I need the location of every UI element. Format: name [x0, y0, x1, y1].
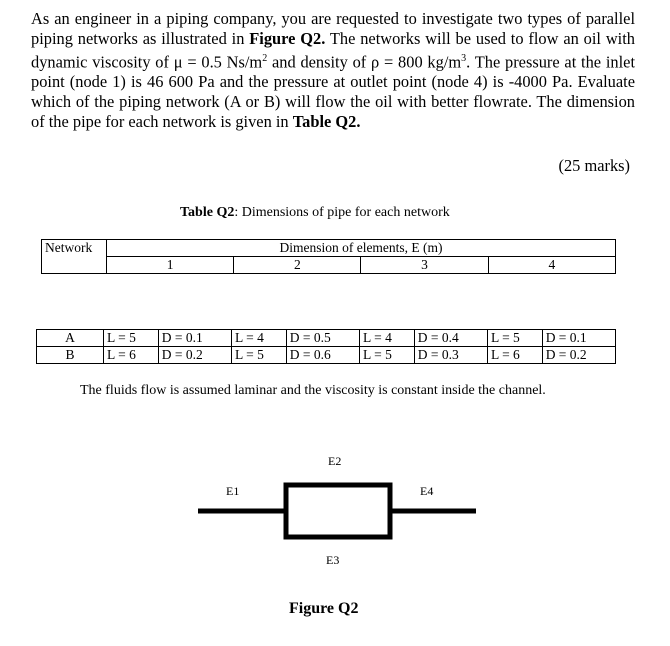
table-cell: D = 0.2 — [542, 347, 615, 364]
table-cell: L = 5 — [359, 347, 414, 364]
dimension-header-table — [41, 239, 616, 274]
table-row — [37, 330, 616, 347]
table-reference: Table Q2. — [292, 112, 361, 132]
parallel-pipe-diagram — [180, 440, 490, 580]
label-e4: E4 — [420, 484, 434, 498]
network-cell: A — [37, 330, 104, 347]
table-cell: L = 6 — [104, 347, 159, 364]
label-e2: E2 — [328, 454, 342, 468]
table-cell: L = 5 — [487, 330, 542, 347]
question-text: As an engineer in a piping company, you are requested to investigate two types of parallel piping networks as illustrated in Figure Q2. The networks will be used to flow an oil with dynamic viscosity of μ = 0.5 $Ns/m^2$ and density of ρ = 800 $kg/m^3$. The pressure at the inlet point (node 1) is 46 600 Pa and the pressure at outlet point (node 4) is -4000 Pa. Evaluate which of the piping network (A or B) will flow the oil with better flowrate. The dimension of the pipe for each network is given in Table Q2. — [31, 9, 636, 132]
table-cell: D = 0.1 — [542, 330, 615, 347]
table-cell: L = 5 — [104, 330, 159, 347]
table-cell: L = 4 — [359, 330, 414, 347]
network-header: Network — [42, 240, 107, 274]
dimension-data-table — [36, 329, 616, 364]
table-cell: D = 0.6 — [286, 347, 359, 364]
network-cell: B — [37, 347, 104, 364]
marks-label: (25 marks) — [558, 156, 630, 175]
parallel-loop — [286, 485, 390, 537]
element-number: 3 — [361, 257, 488, 274]
assumption-note: The fluids flow is assumed laminar and the viscosity is constant inside the channel. — [80, 383, 546, 398]
table-cell: D = 0.2 — [158, 347, 231, 364]
element-number: 4 — [488, 257, 615, 274]
table-cell: D = 0.4 — [414, 330, 487, 347]
table-cell: L = 5 — [231, 347, 286, 364]
table-row — [37, 347, 616, 364]
label-e3: E3 — [326, 553, 340, 567]
table-cell: D = 0.3 — [414, 347, 487, 364]
table-caption: Table Q2: Dimensions of pipe for each network — [180, 205, 450, 220]
element-number: 1 — [107, 257, 234, 274]
table-cell: D = 0.1 — [158, 330, 231, 347]
table-cell: L = 4 — [231, 330, 286, 347]
table-cell: L = 6 — [487, 347, 542, 364]
dimension-header: Dimension of elements, E (m) — [107, 240, 616, 257]
label-e1: E1 — [226, 484, 240, 498]
figure-caption: Figure Q2 — [289, 600, 359, 617]
element-number: 2 — [234, 257, 361, 274]
figure-reference: Figure Q2. — [249, 29, 326, 48]
table-cell: D = 0.5 — [286, 330, 359, 347]
